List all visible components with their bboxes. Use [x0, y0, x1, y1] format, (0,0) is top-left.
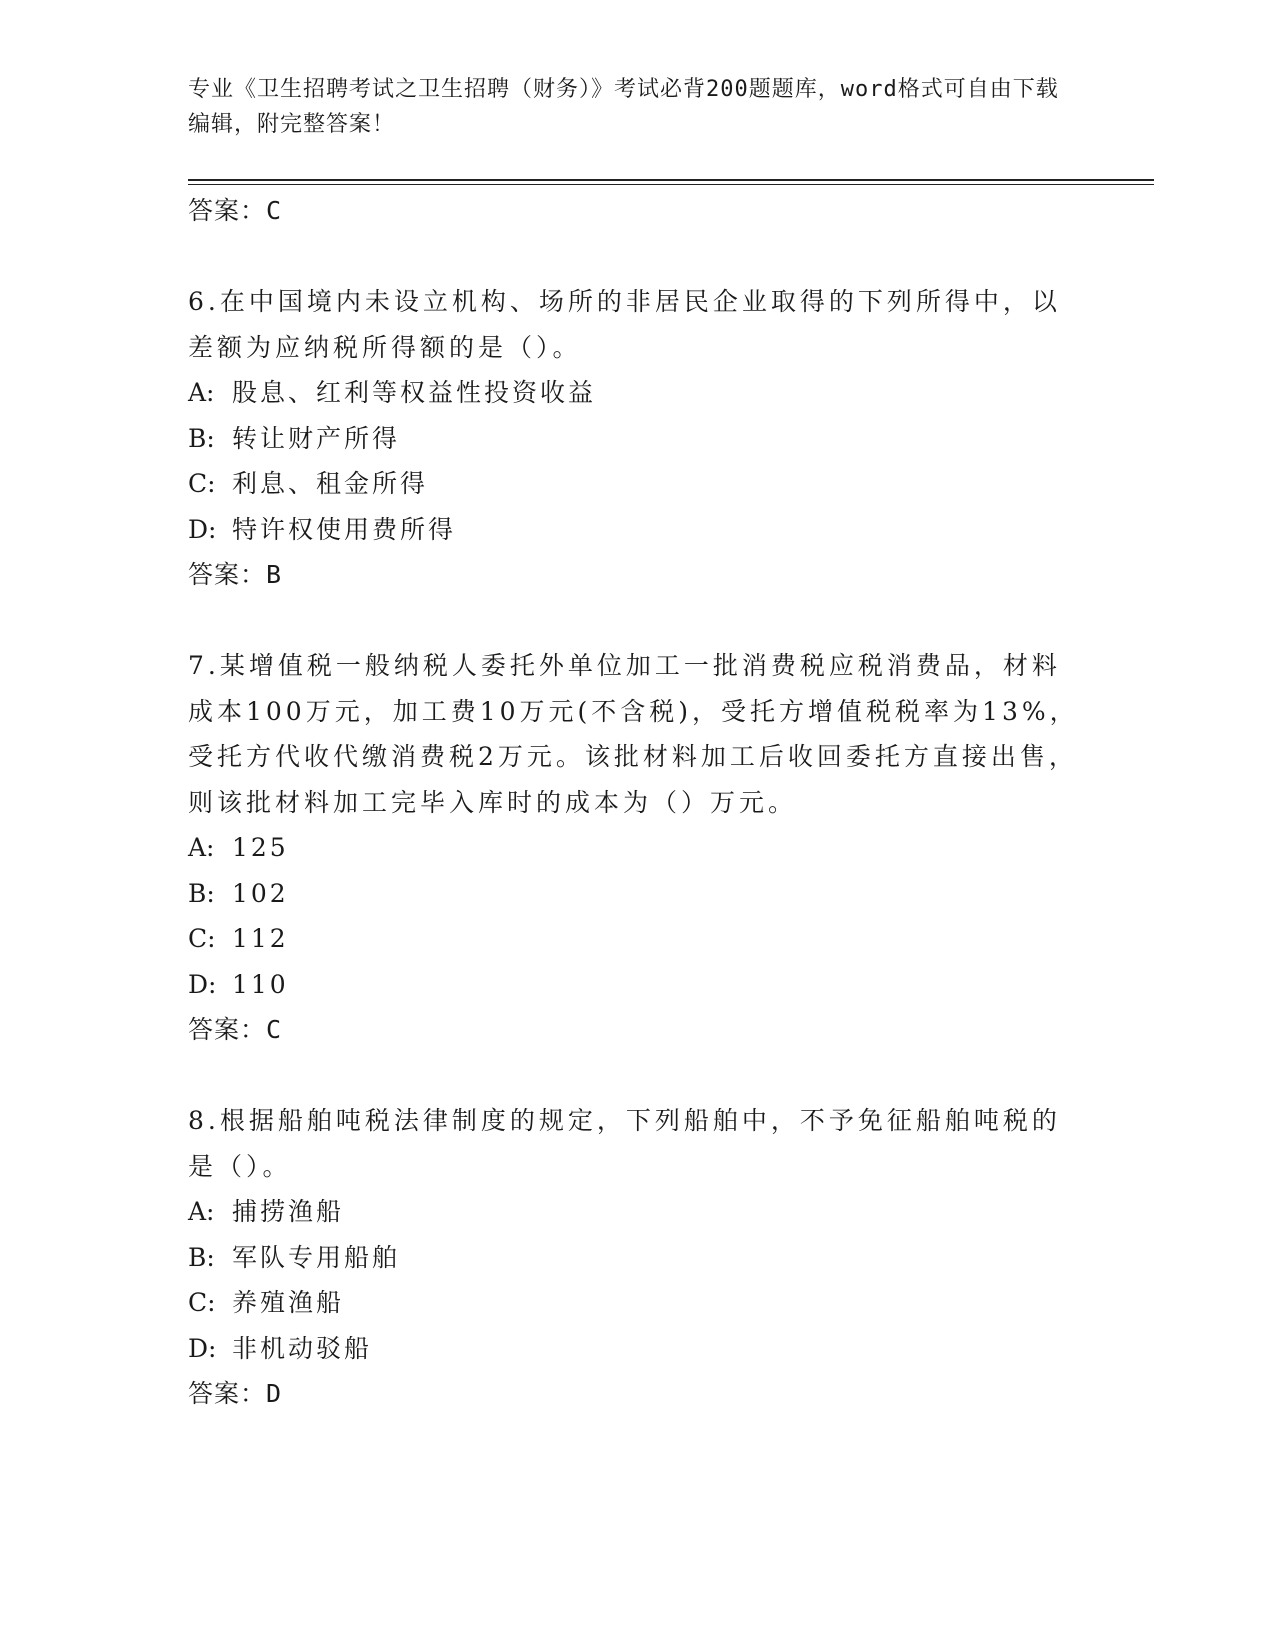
option-b	[188, 871, 1088, 917]
option-text: 112	[232, 924, 289, 953]
option-label: C:	[188, 1288, 216, 1317]
question-text: 8.根据船舶吨税法律制度的规定，下列船舶中，不予免征船舶吨税的是（）。	[188, 1106, 1061, 1181]
option-d	[188, 962, 1088, 1008]
option-c	[188, 461, 1088, 507]
option-label: D:	[188, 969, 217, 999]
option-text: 捕捞渔船	[232, 1197, 345, 1226]
answer-line: 答案：D	[188, 1379, 283, 1408]
option-d	[188, 1326, 1088, 1372]
document-header: 专业《卫生招聘考试之卫生招聘（财务）》考试必背200题题库，word格式可自由下载编辑，附完整答案！	[188, 77, 1059, 137]
option-text: 110	[232, 969, 289, 999]
option-text: 利息、租金所得	[232, 469, 429, 498]
option-label: A:	[188, 378, 215, 407]
option-c	[188, 916, 1088, 962]
option-label: C:	[188, 469, 216, 498]
option-text: 特许权使用费所得	[232, 514, 457, 544]
answer-line: 答案：C	[188, 196, 283, 225]
answer-line: 答案：B	[188, 560, 283, 589]
option-text: 非机动驳船	[232, 1333, 373, 1363]
option-d	[188, 507, 1088, 553]
option-text: 股息、红利等权益性投资收益	[232, 378, 597, 407]
option-text: 102	[232, 878, 289, 908]
option-label: B:	[188, 1242, 215, 1272]
question-text: 7.某增值税一般纳税人委托外单位加工一批消费税应税消费品，材料成本100万元，加工费10万元(不含税)，受托方增值税税率为13%，受托方代收代缴消费税2万元。该批材料加工后收回委托方直接出售，则该批材料加工完毕入库时的成本为（）万元。	[188, 651, 1079, 817]
option-label: C:	[188, 924, 216, 953]
option-text: 养殖渔船	[232, 1288, 345, 1317]
answer-line: 答案：C	[188, 1015, 283, 1044]
header-rule-thin	[188, 184, 1154, 185]
question-text: 6.在中国境内未设立机构、场所的非居民企业取得的下列所得中，以差额为应纳税所得额的是（）。	[188, 287, 1061, 362]
question-block	[188, 643, 1088, 1052]
option-label: A:	[188, 833, 215, 862]
question-block	[188, 279, 1088, 597]
option-a	[188, 370, 1088, 416]
option-text: 转让财产所得	[232, 423, 401, 453]
option-b	[188, 1235, 1088, 1281]
option-label: A:	[188, 1197, 215, 1226]
option-label: B:	[188, 423, 215, 453]
option-text: 125	[232, 833, 289, 862]
option-label: D:	[188, 1333, 217, 1363]
option-b	[188, 416, 1088, 462]
option-text: 军队专用船舶	[232, 1242, 401, 1272]
question-list	[188, 188, 1088, 1416]
header-rule-thick	[188, 179, 1154, 181]
option-a	[188, 1189, 1088, 1235]
option-label: B:	[188, 878, 215, 908]
option-a	[188, 825, 1088, 871]
option-label: D:	[188, 514, 217, 544]
question-block	[188, 1098, 1088, 1416]
option-c	[188, 1280, 1088, 1326]
